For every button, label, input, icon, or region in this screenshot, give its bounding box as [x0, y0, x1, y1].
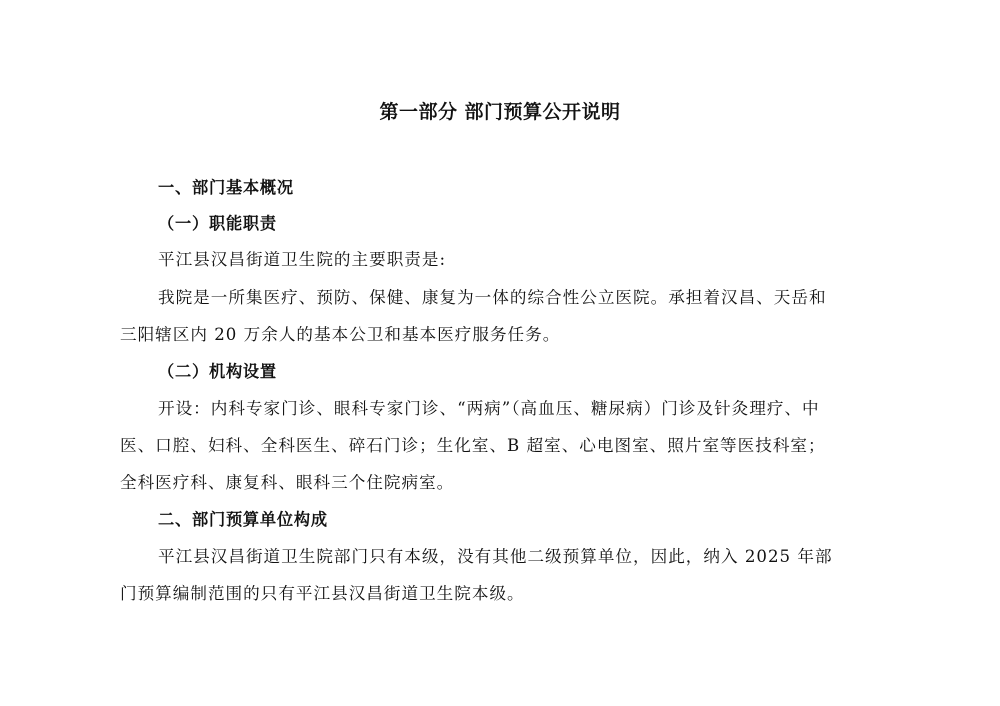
- paragraph-organization-line-2: 医、口腔、妇科、全科医生、碎石门诊；生化室、B 超室、心电图室、照片室等医技科室；: [120, 436, 826, 455]
- section-heading-budget-units: 二、部门预算单位构成: [158, 510, 328, 529]
- paragraph-budget-units-line-2: 门预算编制范围的只有平江县汉昌街道卫生院本级。: [120, 584, 525, 603]
- paragraph-duties-line-2: 三阳辖区内 20 万余人的基本公卫和基本医疗服务任务。: [120, 325, 561, 344]
- paragraph-budget-units-line-1: 平江县汉昌街道卫生院部门只有本级，没有其他二级预算单位，因此，纳入 2025 年部: [158, 547, 833, 566]
- subsection-heading-duties: （一）职能职责: [158, 214, 277, 233]
- paragraph-duties-intro: 平江县汉昌街道卫生院的主要职责是:: [158, 250, 447, 269]
- paragraph-duties-line-1: 我院是一所集医疗、预防、保健、康复为一体的综合性公立医院。承担着汉昌、天岳和: [158, 288, 827, 307]
- paragraph-organization-line-1: 开设：内科专家门诊、眼科专家门诊、“两病”（高血压、糖尿病）门诊及针灸理疗、中: [158, 399, 820, 418]
- section-heading-basic-overview: 一、部门基本概况: [158, 178, 294, 197]
- paragraph-organization-line-3: 全科医疗科、康复科、眼科三个住院病室。: [120, 473, 455, 492]
- subsection-heading-organization: （二）机构设置: [158, 362, 277, 381]
- page-title: 第一部分 部门预算公开说明: [379, 101, 621, 123]
